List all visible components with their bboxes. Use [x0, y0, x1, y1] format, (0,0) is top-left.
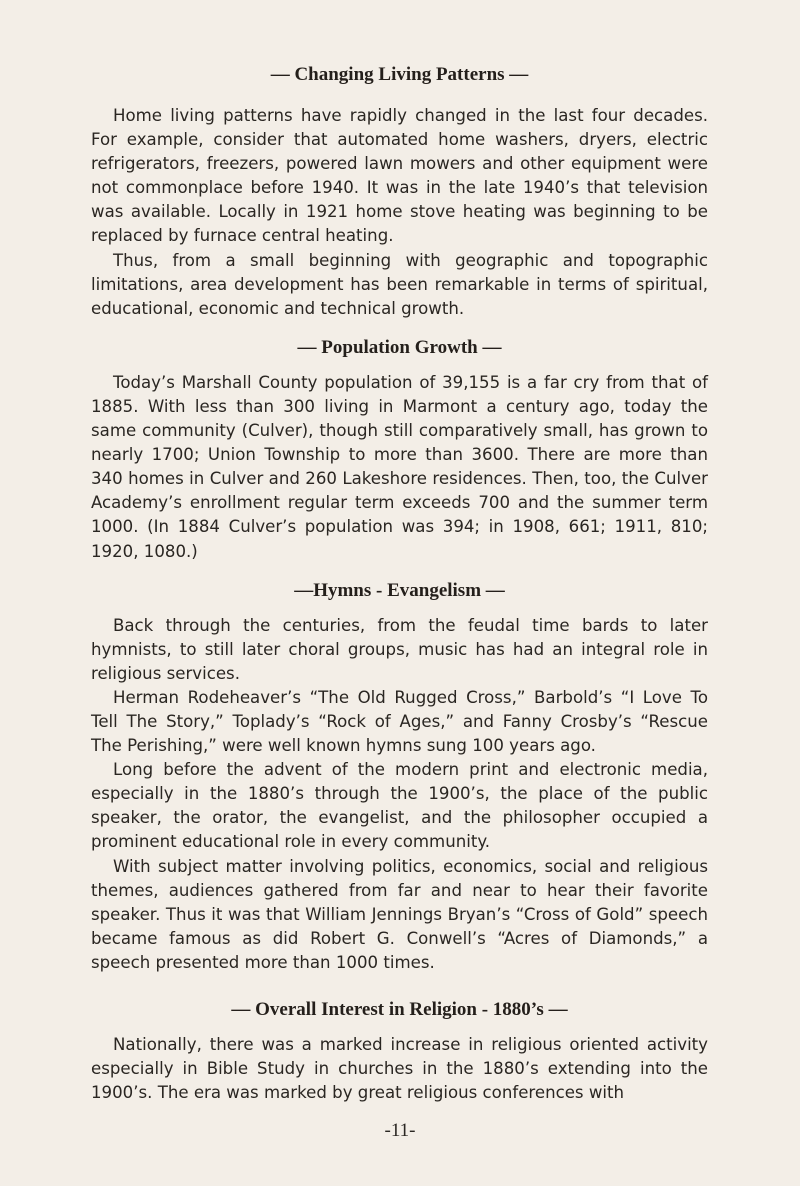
paragraph: Home living patterns have rapidly changed in the last four decades. For example, consider that automated home washers, dryers, electric refrigerators, freezers, powered lawn mowers and other equipment were not commonplace before 1940. It was in the late 1940’s that television was available. Locally in 1921 home stove heating was beginning to be replaced by furnace central heating.: [91, 106, 708, 246]
section-hymns-evangelism: [91, 614, 708, 975]
heading-hymns-evangelism: —Hymns - Evangelism —: [294, 579, 505, 601]
heading-changing-living-patterns: — Changing Living Patterns —: [270, 64, 529, 85]
heading-overall-interest-in-religion: — Overall Interest in Religion - 1880’s —: [231, 999, 568, 1020]
heading-population-growth: — Population Growth —: [297, 336, 502, 358]
section-overall-interest-in-religion: [91, 1033, 708, 1105]
section-population-growth: [91, 371, 708, 564]
paragraph: With subject matter involving politics, economics, social and religious themes, audiences gathered from far and near to hear their favorite speaker. Thus it was that William Jennings Bryan’s “Cross of Gold” speech became famous as did Robert G. Conwell’s “Acres of Diamonds,” a speech presented more than 1000 times.: [91, 856, 708, 972]
page-number: -11-: [384, 1120, 416, 1141]
paragraph: Thus, from a small beginning with geographic and topographic limitations, area development has been remarkable in terms of spiritual, educational, economic and technical growth.: [91, 250, 708, 318]
paragraph: Herman Rodeheaver’s “The Old Rugged Cross,” Barbold’s “I Love To Tell The Story,” Toplady’s “Rock of Ages,” and Fanny Crosby’s “Rescue The Perishing,” were well known hymns sung 100 years ago.: [91, 687, 708, 756]
paragraph: Nationally, there was a marked increase in religious oriented activity especially in Bible Study in churches in the 1880’s extending into the 1900’s. The era was marked by great religious conferences with: [91, 1035, 708, 1103]
section-changing-living-patterns: [91, 104, 708, 321]
paragraph: Long before the advent of the modern print and electronic media, especially in the 1880’s through the 1900’s, the place of the public speaker, the orator, the evangelist, and the philosopher occupied a prominent educational role in every community.: [91, 760, 708, 852]
paragraph: Back through the centuries, from the feudal time bards to later hymnists, to still later choral groups, music has had an integral role in religious services.: [91, 615, 708, 683]
paragraph: Today’s Marshall County population of 39,155 is a far cry from that of 1885. With less than 300 living in Marmont a century ago, today the same community (Culver), though still comparatively small, has grown to nearly 1700; Union Township to more than 3600. There are more than 340 homes in Culver and 260 Lakeshore residences. Then, too, the Culver Academy’s enrollment regular term exceeds 700 and the summer term 1000. (In 1884 Culver’s population was 394; in 1908, 661; 1911, 810; 1920, 1080.): [91, 372, 708, 561]
